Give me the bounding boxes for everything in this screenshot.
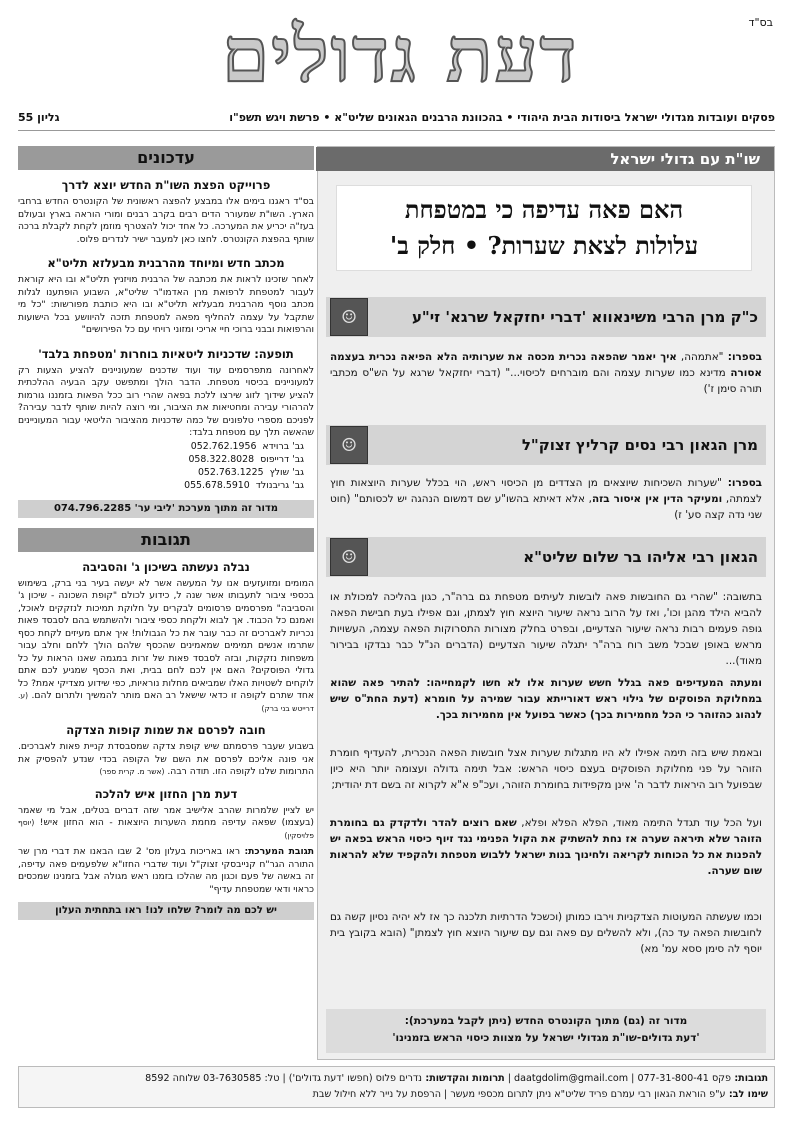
- rabbi-photo-1: ☺: [330, 298, 368, 336]
- tagline: פסקים ועובדות מגדולי ישראל ביסודות הבית היהודי • בהכוונת הרבנים הגאונים שליט"א • פרשת ויגש תשפ"ו: [229, 110, 775, 124]
- update-3-title: תופעה: שדכניות ליטאיות בוחרות 'מטפחת בלבד': [38, 346, 294, 361]
- rabbi-quote-2-bold: ומעיקר הדין אין איסור בזה: [591, 493, 723, 505]
- rabbi-quote-1-bold: איך יאמר שהפאה נכרית מכסה את שערותיה הלא הפיאה נכרית בעצמה אסורה: [330, 351, 762, 379]
- footer-donations-lead: תרומות והקדשות:: [422, 1073, 505, 1084]
- response-3-title: דעת מרן החזון איש להלכה: [94, 786, 238, 801]
- update-1-body: בס"ד ראגנו בימים אלו במבצע להפצה ראשונית של הקונטרס החדש ברחבי הארץ. השו"ת שמעורר הדים רבים בקרב רבנים ומורי הוראה בארץ ובעולם בעז"ה יכריע את המערכה. כל אחד יכול להצטרף מוזמן לקחת לקבלת ברכה שותף בהפצת הקונטרס. לחצו כאן למעבר ישיר לנדרים פלוס.: [18, 196, 314, 245]
- rabbi-quote-2-pre: "שערות השכיחות שיוצאים מן הצדדים מן הכיסוי ראש, הוי בכלל שערות היוצאות חוץ לצמתה,: [330, 477, 762, 505]
- phone-name: גב' גריבנולד: [255, 479, 304, 491]
- matchmaker-phone-list: [18, 440, 304, 492]
- paragraph-7: וכמו שעשתה המעוטות הצדקניות וירבו כמותן (וכשכל הדרתיות תלכנה כך אז לא יהיה נסיון קשה גם לחובשות הפאה עד כה), ולא להשלים עם פאה וגם עם שיעור היוצא חוץ לצמתן" (הובא בקובץ בית יוסף לה סימן ססא עמ' מא): [330, 911, 762, 955]
- rabbi-name-2: מרן הגאון רבי נסים קרליץ זצוק"ל: [521, 436, 758, 454]
- responses-call-note: יש לכם מה לומר? שלחו לנו! ראו בתחתית העלון: [18, 902, 314, 920]
- paragraph-6-bold: שאם רוצים להדר ולדקדק גם בחומרת הזוהר שלא תיראה שערה אז נחת להשתיק את הקול הפנימי נגד זיוף כיסוי הראש בפאה יש להפנות את כל הכוחות לקריאה ולחינוך בנות ישראל ללבוש מטפחת ולהקפיד שלא להראות שום שערה.: [330, 817, 762, 877]
- update-2-body: לאחר שזכינו לראות את מכתבה של הרבנית מויזניץ תליט"א ובו היא קוראת לעבור למטפחת לרפואת מרן האדמו"ר שליט"א, השבוע הופתענו לגלות מכתב נוסף מהרבנית מבעלזא תליט"א ובו היא כותבת מפורשות: "כל מי שתקבל על עצמה להחליף מפאה למטפחת תזכה להיוושע בכל הישועות והרפואות ובבני ברוכי חיי אריכי ומזוני רויחי עם כל הפירושים": [18, 274, 314, 335]
- masthead-subline: [18, 108, 775, 131]
- response-2-text: בשבוע שעבר פרסמתם שיש קופת צדקה שמסבסדת קניית פאות לאברכים. אני פונה אליכם לפרסם את השם של הקופה בכדי שנדע להפסיק את התרומות שלנו לקופה הזו. תודה רבה.: [18, 741, 314, 777]
- rabbi-quote-2: [330, 475, 762, 523]
- rabbi-quote-1-pre: "אתמהה,: [676, 351, 724, 363]
- update-1-title: פרוייקט הפצת השו"ת החדש יוצא לדרך: [61, 178, 271, 192]
- masthead-title: דעת גדולים: [221, 10, 579, 99]
- phone-number[interactable]: 052.762.1956: [190, 440, 257, 452]
- paragraph-6-pre: ועל הכל עוד תגדל התימה מאוד, הפלא הפלא ופלא,: [516, 817, 762, 829]
- footer-donations: נדרים פלוס (חפשו 'דעת גדולים') | טל: 03-7630585 שלוחה 8592: [145, 1073, 423, 1084]
- phone-row: [18, 453, 304, 466]
- rabbi-header-1: [326, 297, 766, 337]
- article-title-line-1: האם פאה עדיפה כי במטפחת: [404, 195, 684, 224]
- paragraph-6: [330, 815, 762, 879]
- main-section-header: שו"ת עם גדולי ישראל: [316, 147, 774, 171]
- rabbi-quote-1: [330, 349, 762, 397]
- footer-line-1: [25, 1071, 768, 1087]
- article-title-line-2: עלולות לצאת שערות? • חלק ב': [389, 231, 699, 260]
- footer-notice-lead: שימו לב:: [725, 1089, 768, 1100]
- footer-notice: ע"פ הוראת הגאון רבי עמרם פריד שליט"א ניתן לתרום מכספי מעשר | הרפסת על נייר ללא חילול שבת: [312, 1089, 726, 1100]
- rabbi-header-3: [326, 537, 766, 577]
- phone-name: גב' דרייפוס: [260, 453, 304, 465]
- rabbi-photo-2: ☺: [330, 426, 368, 464]
- footer-line-2: [25, 1087, 768, 1103]
- update-2-title: מכתב חדש ומיוחד מהרבנית מבעלזא תליט"א: [47, 256, 285, 270]
- conclusion-bold: [330, 675, 762, 723]
- article-title: [336, 185, 752, 271]
- main-source-line-2: 'דעת גדולים-שו"ת מגדולי ישראל על מצוות כיסוי הראש בזמנינו': [392, 1032, 700, 1044]
- rabbi-name-3: הגאון רבי אליהו בר שלום שליט"א: [523, 548, 758, 566]
- contact-footer: [18, 1066, 775, 1108]
- updates-header: עדכונים: [18, 146, 314, 170]
- rabbi-quote-3: [330, 589, 762, 669]
- response-2-title: חובה לפרסם את שמות קופות הצדקה: [66, 723, 266, 737]
- rabbi-photo-3: ☺: [330, 538, 368, 576]
- footer-responses-lead: תגובות:: [730, 1073, 768, 1084]
- phone-row: [18, 466, 304, 479]
- bsd-mark: בס"ד: [748, 16, 773, 29]
- response-1-sign: (ע. דרייטש בני ברק): [18, 691, 314, 713]
- rabbi-quote-3-pre: בתשובה: "שהרי גם החובשות פאה לובשות לעיתים מטפחת גם ברה"ר, כגון בהליכה למכולת או להביא הילד מהגן וכו', ואז על הרוב נראה שיעור היוצא חוץ לצמתן, וגם אפילו בעת חבישת הפאה גופה פעמים רבות נראה שיעור הצדעיים, ובפרט בחלק מצורות התסרוקות הפאה עצמה, העשויות מראש באופן שבכל משב רוח ברה"ר יתגלה שיעור הצדעיים (הדברים הנ"ל כבר נבדקו בבירור מאוד)...: [330, 591, 762, 667]
- phone-number[interactable]: 058.322.8028: [188, 453, 255, 465]
- phone-name: גב' שולץ: [269, 466, 304, 478]
- phone-row: [18, 440, 304, 453]
- editorial-reply: [18, 846, 314, 896]
- rabbi-quote-2-post: , אלא דאיתא בהשו"ע שם דמשום הנהגה יש לכסותם" (חוט שני נדה קצה סע' ז): [330, 493, 762, 521]
- response-1-text: המומים ומזועזעים אנו על המעשה אשר לא יעשה בעיר בני ברק, בשימוש בכספי ציבור לתעבותו אשר שנה ל, כידוע לכולם "קופת השכונה - שיכון ג' והסביבה" מפרסמים פרסומים לבקרים על חלוקת תמיכות לנזקקים לאוכל, ואמנם כל הכבוד. אך לבוא ולקחת כספי ציבור ולהשתמש בהם לסבסד פאות נכריות לאברכים זה כבר עובר את כל הגבולות! איך אתם מעיזים לקחת כסף שתרמו אנשים תמימים שמאמינים שהכסף שלהם הולך ללחם וחלב עבור משפחות נזקקות, ובזה לסבסד פאות של זרות במגמה שאנו הראות על כל גדולי הפוסקים? האם אין לכם לחם בבית, ואת הכסף שמגיע לכם אתם לוקחים לשטויות האלו שמביאים מחלות נוראיות, כפי שידוע מצדיקי אמת? כל אחד שתרם לקופה זו כדאי שישאל רב האם מותר להמשיך ולתרום להם.: [18, 577, 315, 701]
- footer-contact[interactable]: פקס 077-31-800-41 | daatgdolim@gmail.com |: [504, 1073, 731, 1084]
- phone-name: גב' ברוידא: [262, 440, 304, 452]
- main-article: [317, 146, 775, 1060]
- rabbi-quote-2-lead: בספרו:: [721, 477, 762, 489]
- response-2-sign: (אשר מ. קרית ספר): [99, 767, 165, 776]
- response-1-body: [18, 578, 314, 716]
- responses-header: תגובות: [18, 528, 314, 552]
- phone-number[interactable]: 052.763.1225: [197, 466, 264, 478]
- main-source-line-1: מדור זה (גם) מתוך הקונטרס החדש (ניתן לקבל במערכת):: [404, 1015, 688, 1027]
- left-column: [18, 146, 314, 920]
- response-2-body: [18, 741, 314, 779]
- editorial-reply-text: ראו באריכות בעלון מס' 2 שבו הבאנו את דברי מרן שר התורה הגר"ח קנייבסקי זצוק"ל ועוד שדברי החזו"א שלפעמים פאה עדיפה, זה באשה של פעם וכגון מה שהלכו בזמנו ראש מגולה אבל בזמנינו שמכסים כראוי ודאי שמטפחת עדיף": [18, 846, 314, 895]
- editorial-reply-lead: תגובת המערכת:: [240, 846, 315, 857]
- phone-row: [18, 479, 304, 492]
- response-3-text: יש לציין שלמרות שהרב אלישיב אמר שזה דברים בטלים, אבל מי שאמר (בעצמו) שפאה עדיפה מחמת השערות היוצאות - הוא החזון איש!: [18, 804, 314, 828]
- rabbi-name-1: כ"ק מרן הרבי משינאווא 'דברי יחזקאל שרגא' זי"ע: [411, 308, 758, 326]
- rabbi-quote-1-post: מדינא כמו שערות עצמה והם מוברחים לכיסוי..." (דברי יחזקאל שרגא על הש"ס מכתבי תורה סימן ז'): [330, 367, 762, 395]
- updates-source-note: מדור זה מתוך מערכת 'ליבי ער' 074.796.2285: [18, 500, 314, 518]
- response-1-title: נבלה נעשתה בשיכון ג' והסביבה: [82, 559, 250, 574]
- response-3-sign: (יוסף פלויסקין): [18, 818, 314, 840]
- main-source-box: [326, 1009, 766, 1053]
- rabbi-header-2: [326, 425, 766, 465]
- conclusion-bold-text: ומעתה המעדיפים פאה בגלל חשש שערות אלו לא חשו לקמחייהו: להתיר פאה שהוא במחלוקת הפוסקים של גילוי ראש דאורייתא עבור שמירה על חומרא (דעת החת"ס שיש לנהוג כהזוהר כי הכל מחמירות בכך) כאשר בפועל אין מחמירות בכך.: [330, 677, 762, 721]
- rabbi-quote-1-lead: בספרו:: [723, 351, 762, 363]
- phone-number[interactable]: 055.678.5910: [184, 479, 250, 491]
- issue-number: גליון 55: [18, 110, 60, 124]
- response-3-body: [18, 805, 314, 843]
- update-3-body: לאחרונה מתפרסמים עוד ועוד שדכנים שמעוניינים להציע הצעות רק למעוניינים בכיסוי מטפחת. הדבר הולך ומתפשט עקב הבעיה ההלכתית להציע שידוך לזוג שירצו ללכת בפאה שהרי רוב ככל הפאות בזמננו גורמות להרהורי עבירה ומחטיאות את הציבור, ומי רוצה להיות שותף לדבר עבירה? לפניכם מספרי טלפונים של כמה שדכניות מהציבור הליטאי עבור המעוניינים שהאשה תלך עם מטפחת בלבד:: [18, 364, 314, 438]
- paragraph-5: ובאמת שיש בזה תימה אפילו לא היו מתגלות שערות אצל חובשות הפאה הנכרית, להעדיף חומרת הזוהר על פני מחלוקת הפוסקים בעצם כיסוי הראש: אבל תימה גדולה ועצומה יותר היא כיון שבפועל רוב היראות לדבר ה' אינן מקפידות בחומרת הזוהר, ועכ"פ א"א לקרוא זה בשם דת יהודית;: [330, 747, 762, 791]
